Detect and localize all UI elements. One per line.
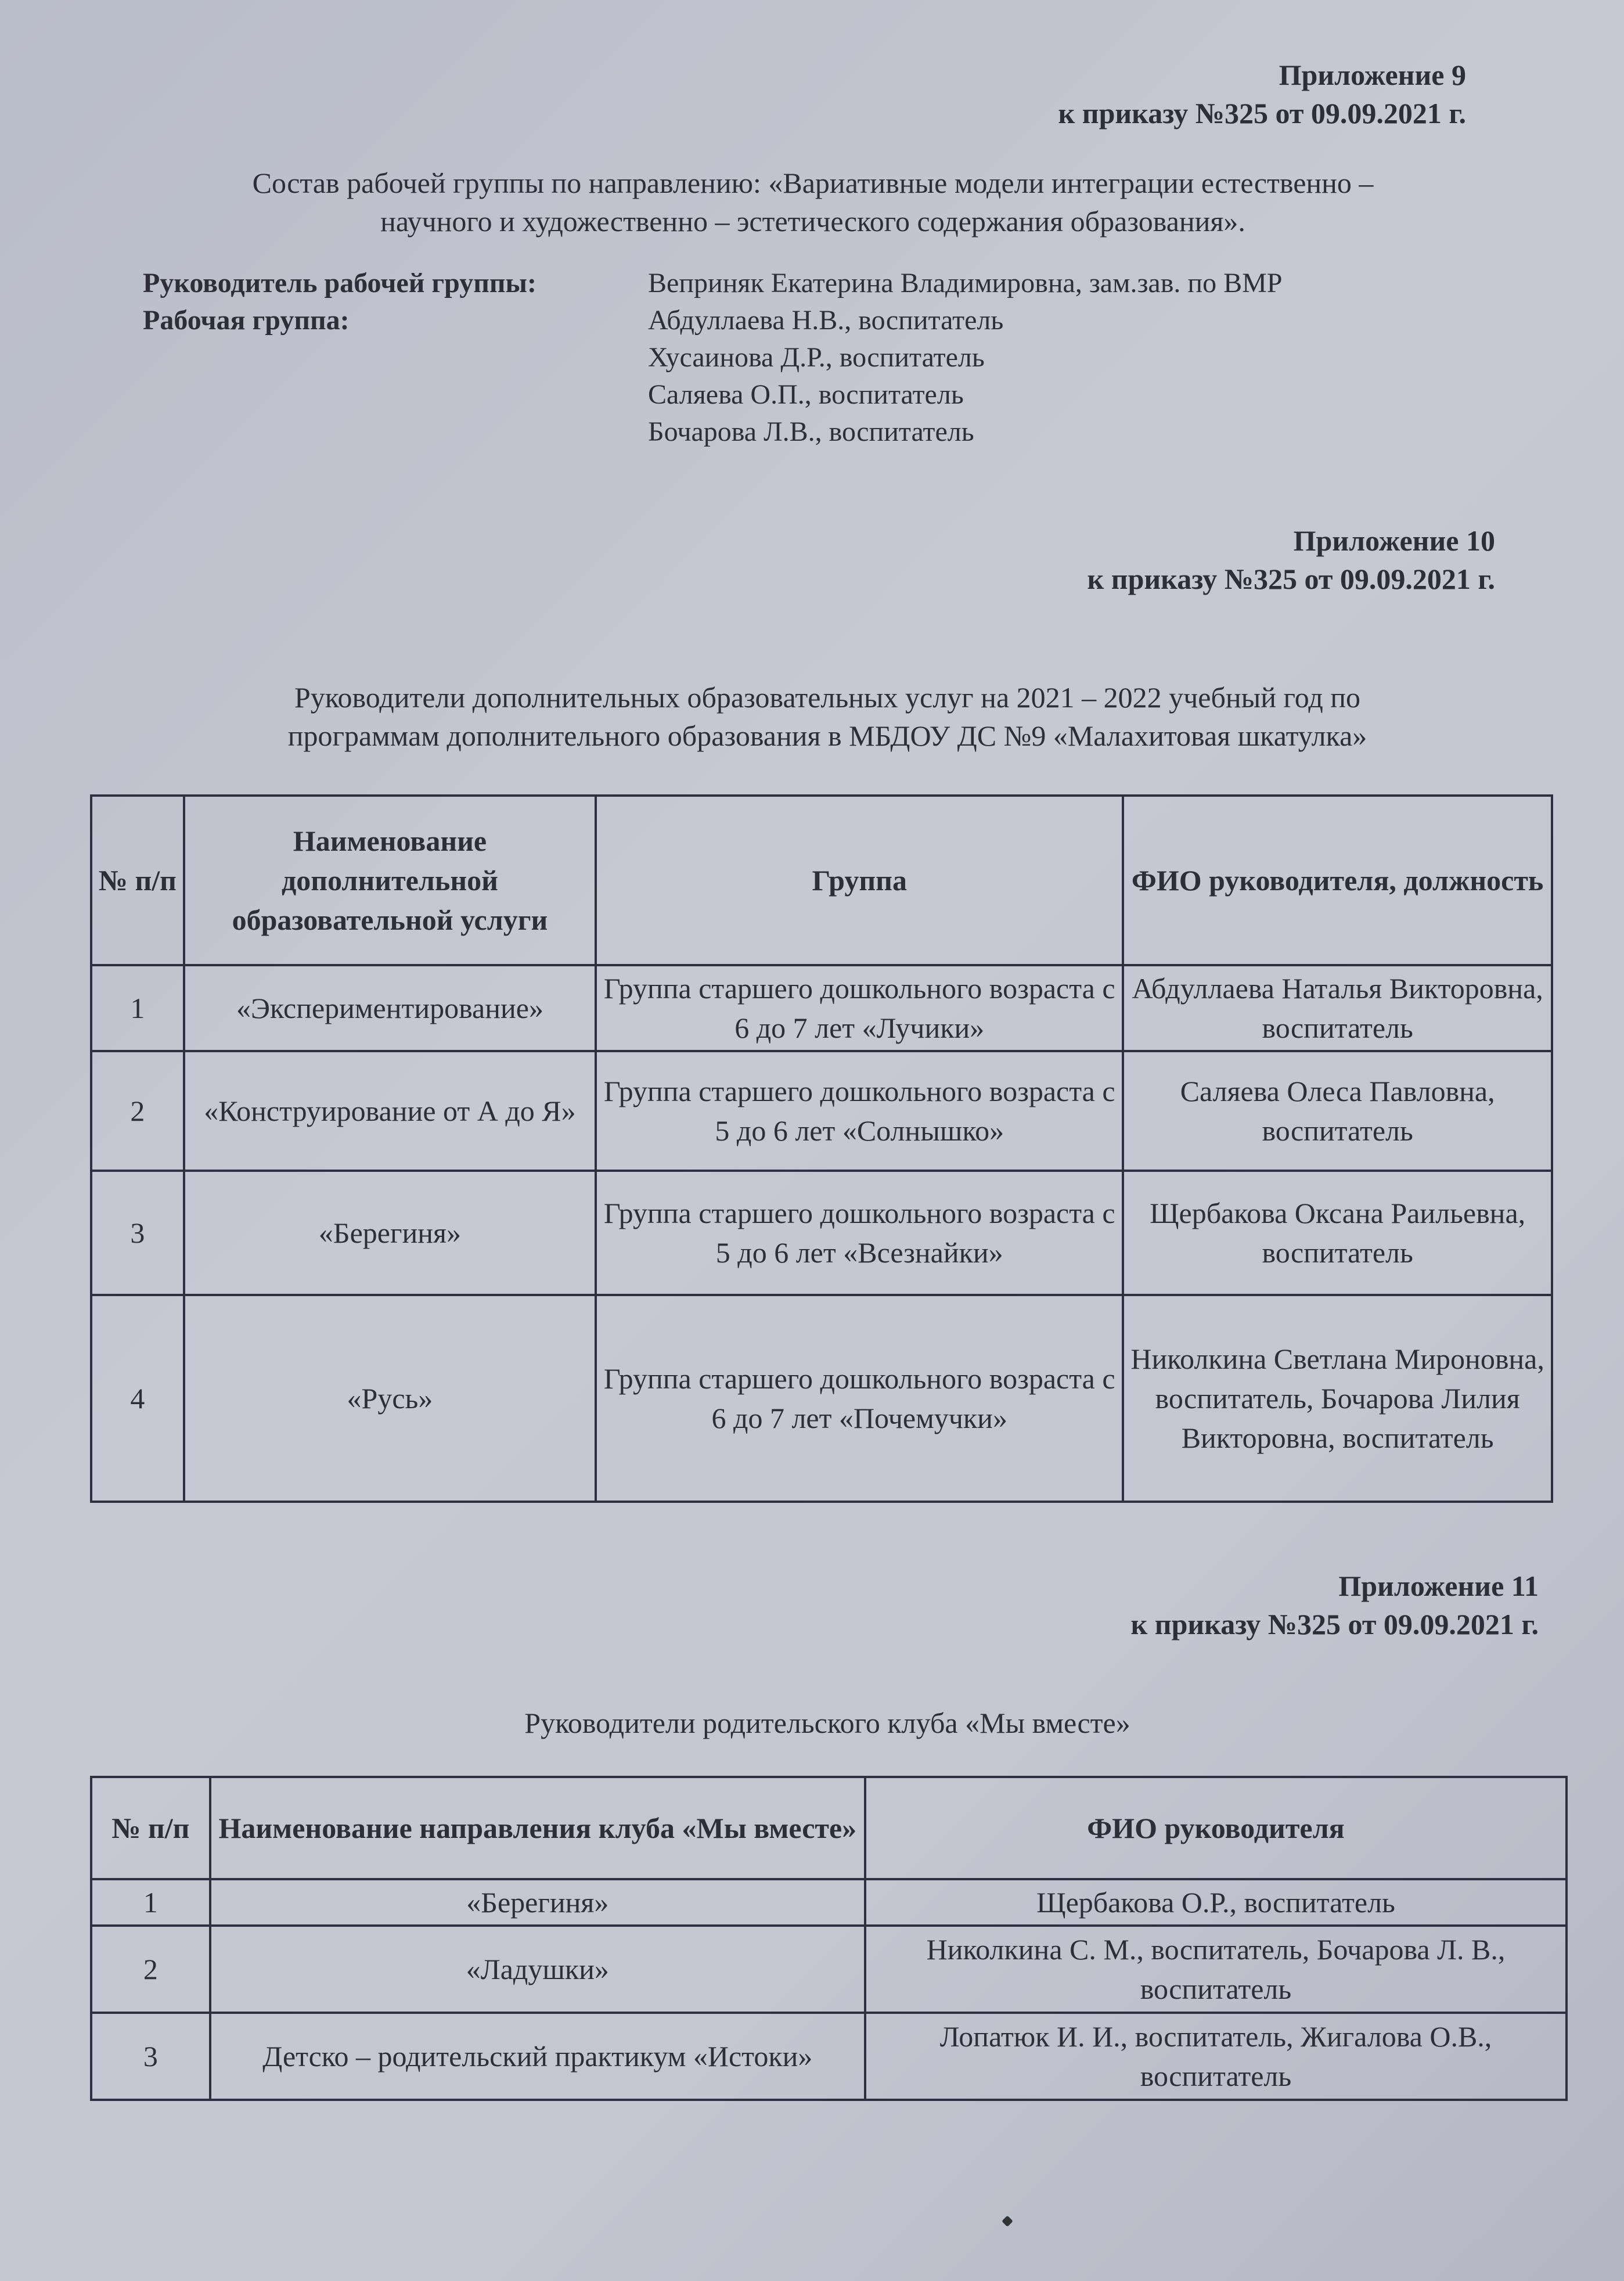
group-member: Саляева О.П., воспитатель (648, 379, 964, 410)
header-leader: ФИО руководителя, должность (1123, 796, 1552, 965)
group-member: Бочарова Л.В., воспитатель (648, 416, 974, 447)
table-row (91, 1295, 1552, 1502)
row-leader: Абдуллаева Наталья Викторовна, воспитатель (1123, 965, 1552, 1051)
group-member: Хусаинова Д.Р., воспитатель (648, 342, 985, 373)
row-num: 3 (91, 2013, 210, 2100)
row-direction: «Ладушки» (210, 1926, 865, 2013)
section-9-title (87, 164, 1539, 240)
appendix-9-header (813, 56, 1466, 132)
group-member: Абдуллаева Н.В., воспитатель (648, 305, 1004, 336)
header-service: Наименование дополнительной образовательной услуги (184, 796, 596, 965)
row-num: 3 (91, 1171, 184, 1295)
table-row (91, 2013, 1567, 2100)
row-num: 2 (91, 1926, 210, 2013)
header-num: № п/п (91, 1777, 210, 1879)
row-leader: Николкина Светлана Мироновна, воспитатель, Бочарова Лилия Викторовна, воспитатель (1123, 1295, 1552, 1502)
table-row (91, 1879, 1567, 1926)
working-group-block (143, 265, 1536, 456)
row-num: 1 (91, 965, 184, 1051)
working-group-labels (143, 265, 648, 339)
appendix-10-header (813, 521, 1495, 598)
table-header-row (91, 796, 1552, 965)
table-header-row (91, 1777, 1567, 1879)
group-label: Рабочая группа: (143, 305, 350, 336)
row-leader: Щербакова Оксана Раильевна, воспитатель (1123, 1171, 1552, 1295)
section-11-title-line: Руководители родительского клуба «Мы вместе» (524, 1707, 1130, 1739)
row-group: Группа старшего дошкольного возраста с 6 до 7 лет «Лучики» (596, 965, 1123, 1051)
section-10-title-line-2: программам дополнительного образования в МБДОУ ДС №9 «Малахитовая шкатулка» (287, 719, 1367, 752)
appendix-10-title: Приложение 10 (1293, 524, 1495, 557)
header-leader: ФИО руководителя (865, 1777, 1567, 1879)
appendix-11-title: Приложение 11 (1338, 1570, 1539, 1602)
row-leader: Щербакова О.Р., воспитатель (865, 1879, 1567, 1926)
working-group-names (648, 265, 1519, 451)
row-leader: Лопатюк И. И., воспитатель, Жигалова О.В., воспитатель (865, 2013, 1567, 2100)
leader-label: Руководитель рабочей группы: (143, 268, 536, 298)
table-row (91, 1051, 1552, 1171)
row-leader: Николкина С. М., воспитатель, Бочарова Л. В., воспитатель (865, 1926, 1567, 2013)
row-service: «Берегиня» (184, 1171, 596, 1295)
section-10-title-line-1: Руководители дополнительных образовательных услуг на 2021 – 2022 учебный год по (294, 681, 1361, 714)
ink-mark (1002, 2215, 1013, 2227)
row-num: 2 (91, 1051, 184, 1171)
row-group: Группа старшего дошкольного возраста с 5 до 6 лет «Солнышко» (596, 1051, 1123, 1171)
group-leader-name: Веприняк Екатерина Владимировна, зам.зав. по ВМР (648, 268, 1283, 298)
section-10-title (116, 678, 1539, 755)
table-row (91, 1171, 1552, 1295)
appendix-11-order: к приказу №325 от 09.09.2021 г. (1130, 1608, 1539, 1640)
table-row (91, 965, 1552, 1051)
section-11-title (87, 1704, 1568, 1742)
row-group: Группа старшего дошкольного возраста с 6 до 7 лет «Почемучки» (596, 1295, 1123, 1502)
services-table (90, 794, 1553, 1503)
row-direction: «Берегиня» (210, 1879, 865, 1926)
appendix-11-header (813, 1567, 1539, 1643)
header-group: Группа (596, 796, 1123, 965)
header-num: № п/п (91, 796, 184, 965)
row-num: 1 (91, 1879, 210, 1926)
row-service: «Экспериментирование» (184, 965, 596, 1051)
section-9-title-line-2: научного и художественно – эстетического содержания образования». (380, 205, 1245, 238)
row-service: «Конструирование от А до Я» (184, 1051, 596, 1171)
row-direction: Детско – родительский практикум «Истоки» (210, 2013, 865, 2100)
section-9-title-line-1: Состав рабочей группы по направлению: «Вариативные модели интеграции естественно – (252, 167, 1374, 199)
row-num: 4 (91, 1295, 184, 1502)
appendix-10-order: к приказу №325 от 09.09.2021 г. (1087, 563, 1495, 595)
parent-club-table (90, 1776, 1568, 2101)
row-service: «Русь» (184, 1295, 596, 1502)
table-row (91, 1926, 1567, 2013)
appendix-9-order: к приказу №325 от 09.09.2021 г. (1058, 97, 1466, 129)
row-leader: Саляева Олеса Павловна, воспитатель (1123, 1051, 1552, 1171)
row-group: Группа старшего дошкольного возраста с 5 до 6 лет «Всезнайки» (596, 1171, 1123, 1295)
appendix-9-title: Приложение 9 (1279, 59, 1466, 91)
header-direction: Наименование направления клуба «Мы вместе» (210, 1777, 865, 1879)
